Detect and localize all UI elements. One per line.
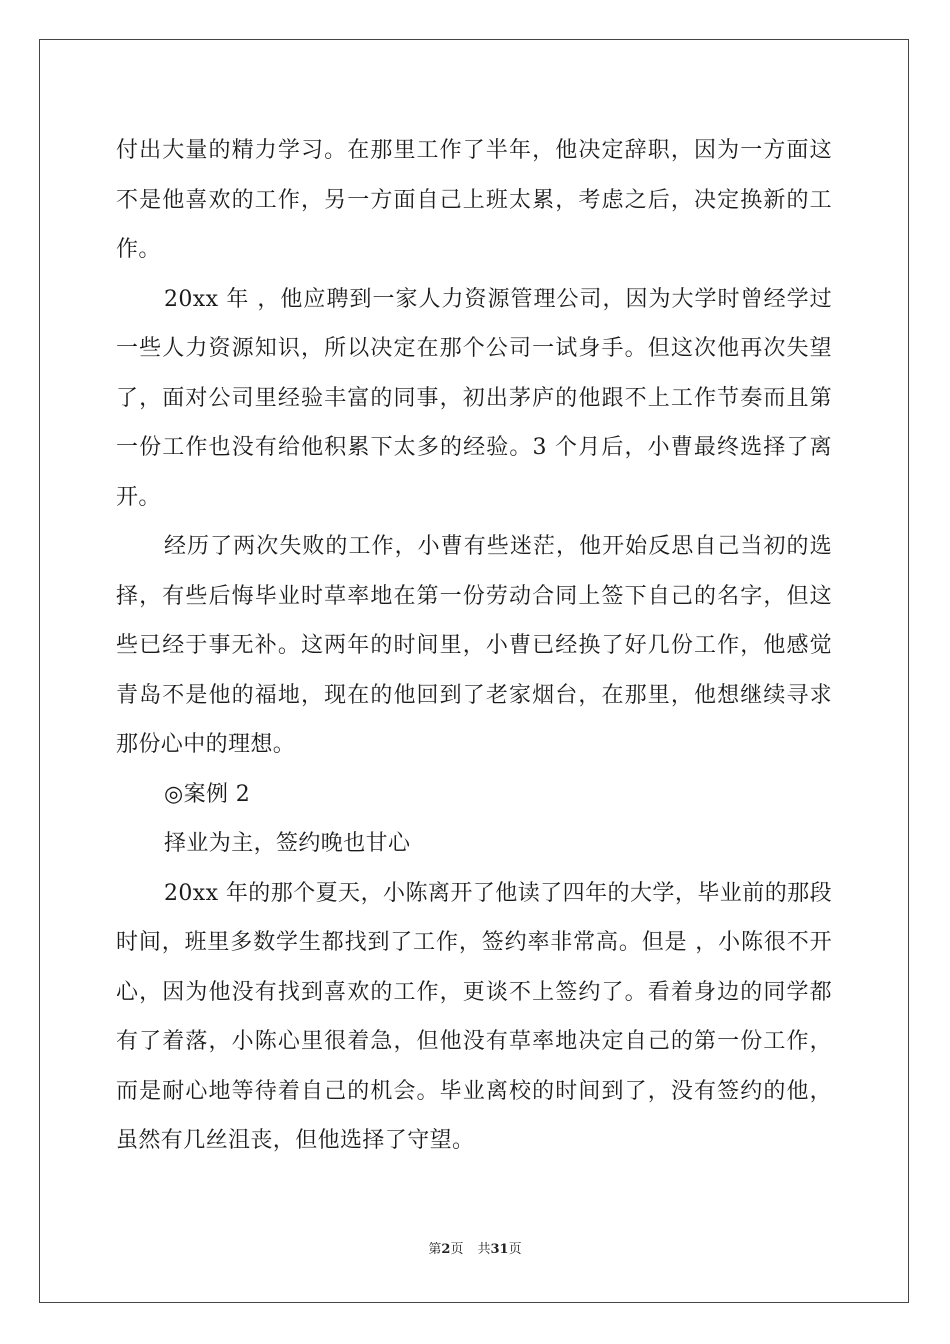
total-prefix: 共 <box>477 1242 491 1257</box>
document-body <box>116 126 832 1166</box>
paragraph-continued: 付出大量的精力学习。在那里工作了半年，他决定辞职，因为一方面这不是他喜欢的工作，另一方面自己上班太累，考虑之后，决定换新的工作。 <box>116 138 832 262</box>
paragraph-reflection: 经历了两次失败的工作，小曹有些迷茫，他开始反思自己当初的选择，有些后悔毕业时草率地在第一份劳动合同上签下自己的名字，但这些已经于事无补。这两年的时间里，小曹已经换了好几份工作，他感觉青岛不是他的福地，现在的他回到了老家烟台，在那里，他想继续寻求那份心中的理想。 <box>116 534 832 757</box>
case-subtitle: 择业为主，签约晚也甘心 <box>164 831 411 856</box>
page-total: 31 <box>490 1242 509 1257</box>
paragraph-case-two: 20xx 年的那个夏天，小陈离开了他读了四年的大学，毕业前的那段时间，班里多数学生都找到了工作，签约率非常高。但是 ，小陈很不开心，因为他没有找到喜欢的工作，更谈不上签约了。看着身边的同学都有了着落，小陈心里很着急，但他没有草率地决定自己的第一份工作，而是耐心地等待着自己的机会。毕业离校的时间到了，没有签约的他，虽然有几丝沮丧，但他选择了守望。 <box>116 880 832 1153</box>
page-unit: 页 <box>450 1242 464 1257</box>
paragraph-second-job: 20xx 年 ，他应聘到一家人力资源管理公司，因为大学时曾经学过一些人力资源知识，所以决定在那个公司一试身手。但这次他再次失望了，面对公司里经验丰富的同事，初出茅庐的他跟不上工作节奏而且第一份工作也没有给他积累下太多的经验。3 个月后，小曹最终选择了离开。 <box>116 286 832 510</box>
page-footer <box>0 1241 950 1259</box>
page-current: 2 <box>441 1242 451 1257</box>
page-prefix: 第 <box>428 1242 442 1257</box>
total-unit: 页 <box>508 1242 522 1257</box>
case-heading: ◎案例 2 <box>164 781 251 807</box>
